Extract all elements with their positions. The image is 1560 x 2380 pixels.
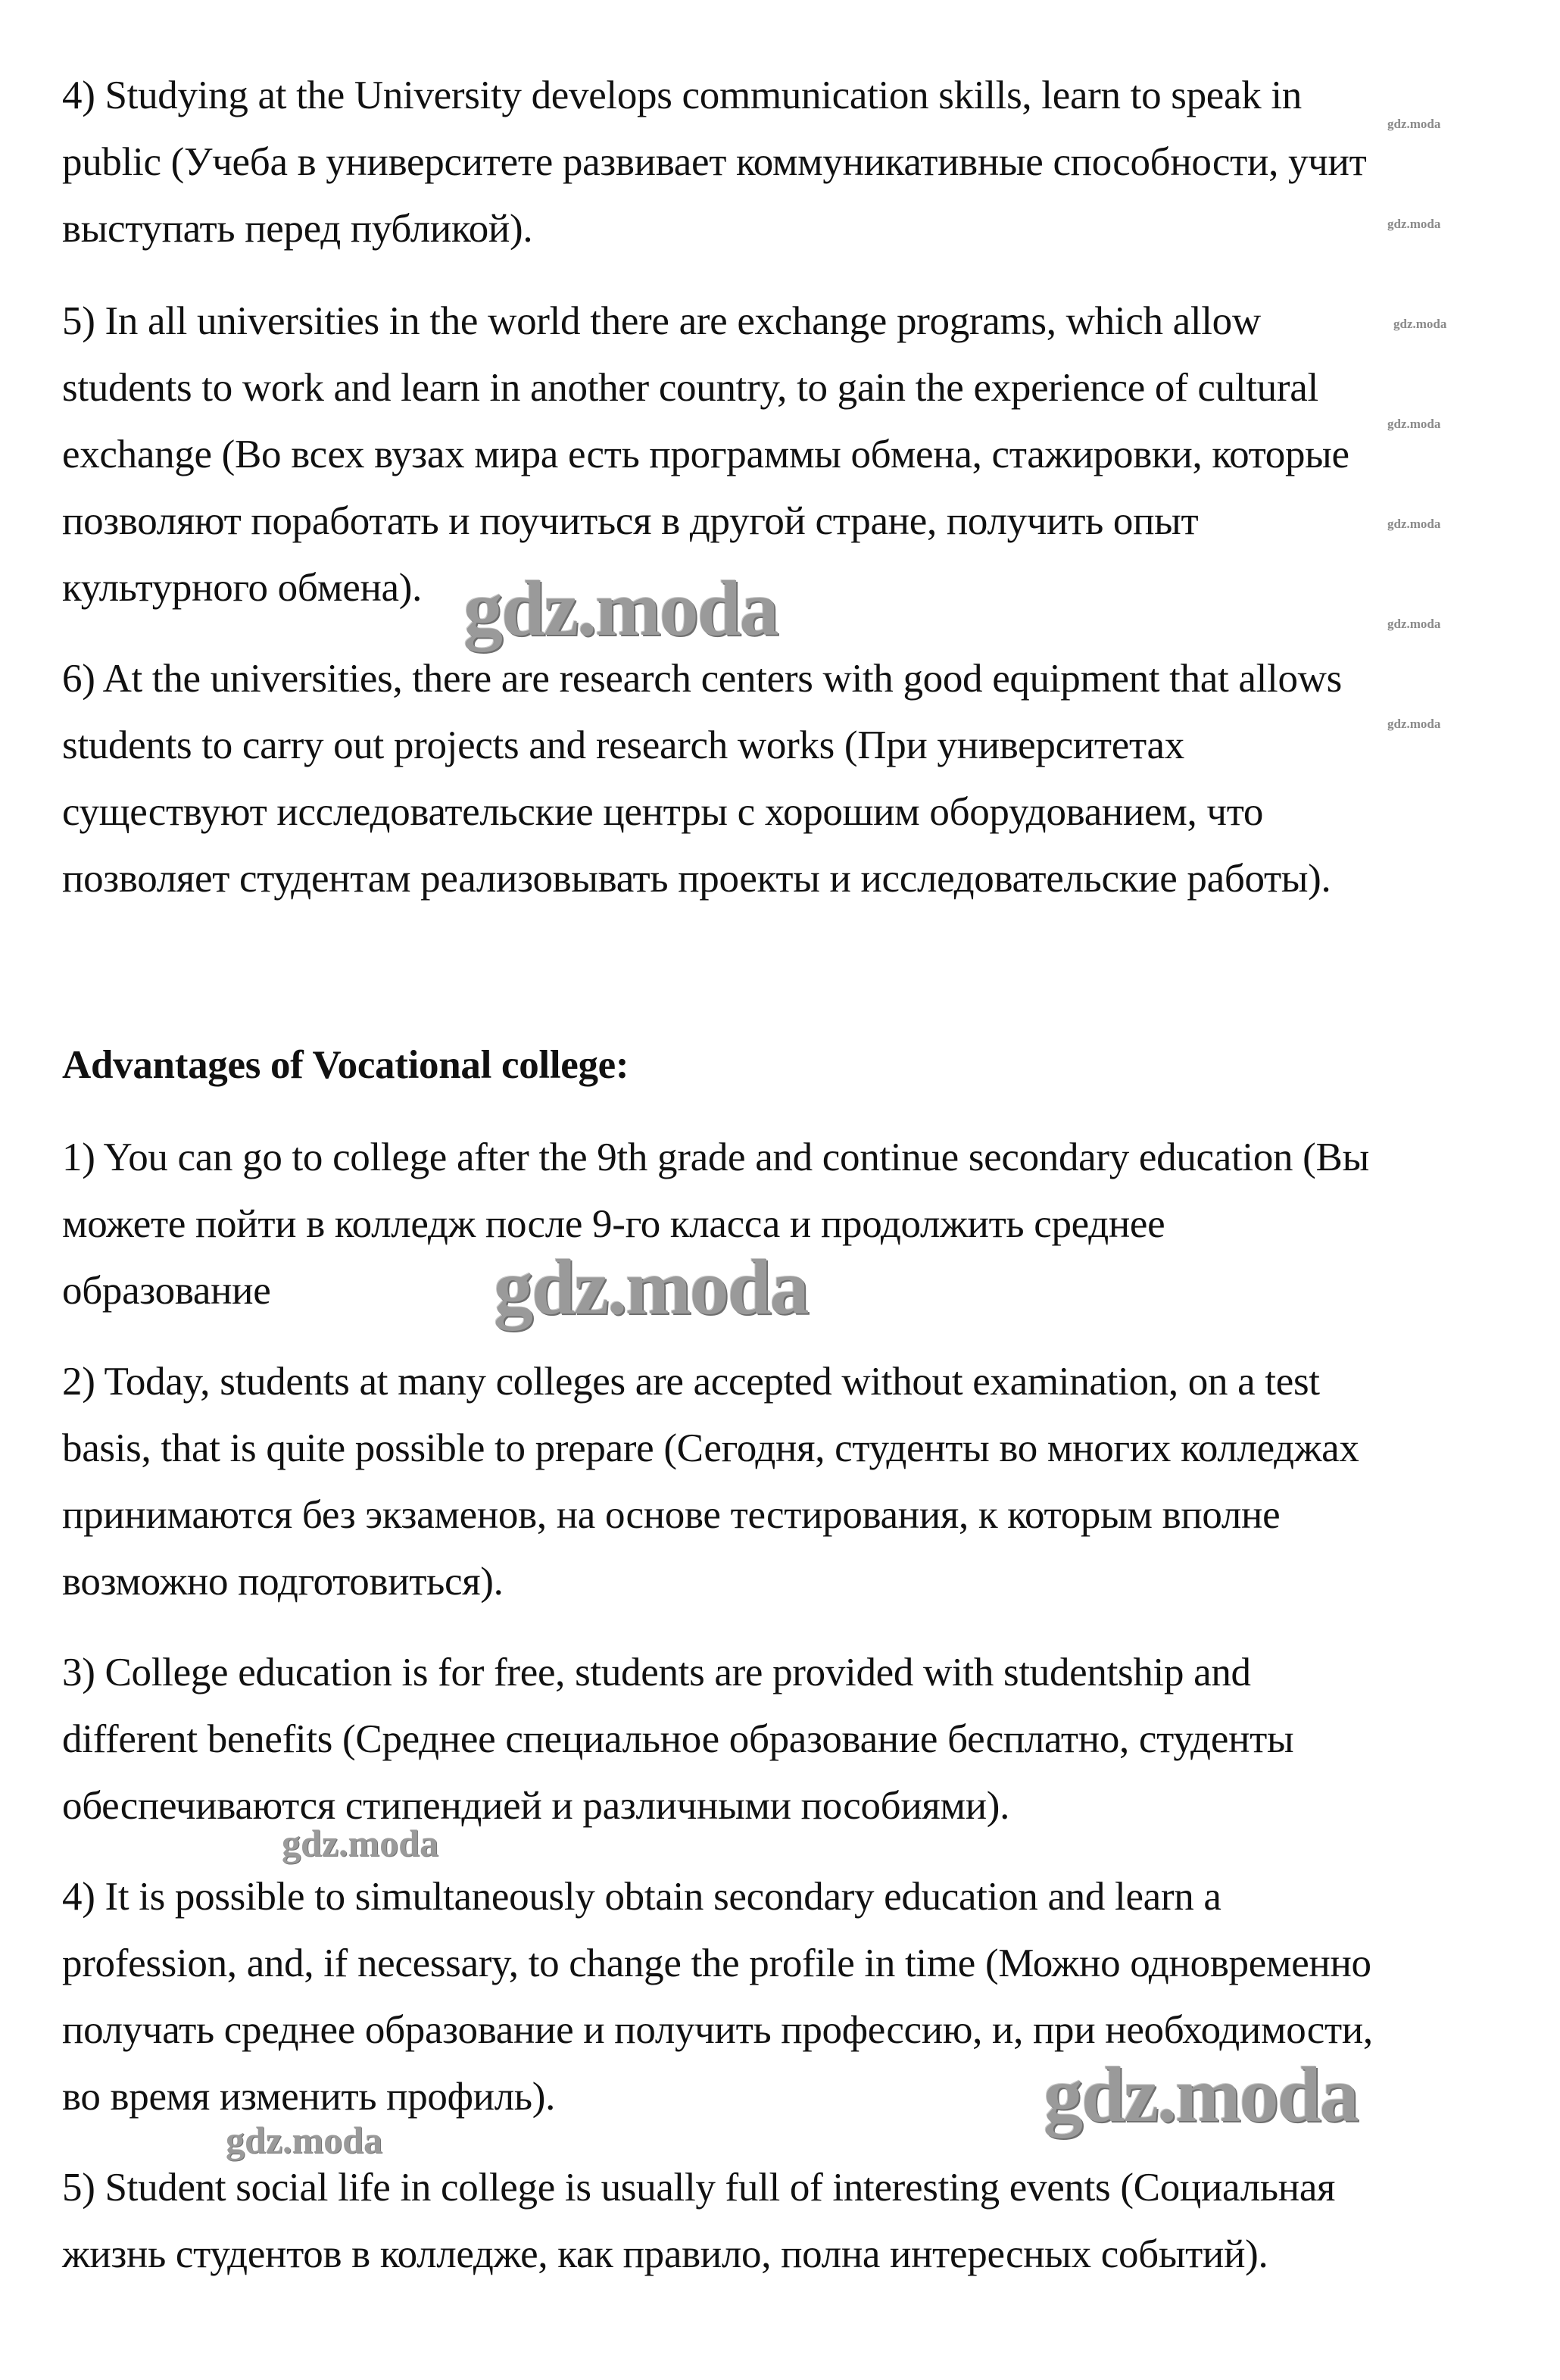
college-item-2-line-4: возможно подготовиться). [62, 1560, 504, 1604]
university-item-5-line-2: students to work and learn in another country, to gain the experience of cultural [62, 366, 1318, 410]
college-item-2-line-2: basis, that is quite possible to prepare (Сегодня, студенты во многих колледжах [62, 1426, 1359, 1470]
college-item-2-line-3: принимаются без экзаменов, на основе тестирования, к которым вполне [62, 1493, 1281, 1537]
college-item-3-line-1: 3) College education is for free, students are provided with studentship and [62, 1651, 1251, 1694]
university-item-5-line-3: exchange (Во всех вузах мира есть программы обмена, стажировки, которые [62, 433, 1349, 476]
college-item-3-line-2: different benefits (Среднее специальное образование бесплатно, студенты [62, 1717, 1294, 1761]
college-item-5-line-1: 5) Student social life in college is usually full of interesting events (Социальная [62, 2166, 1336, 2210]
watermark-small: gdz.moda [1387, 117, 1441, 131]
watermark-large: gdz.moda [1044, 2051, 1358, 2138]
watermark-small: gdz.moda [1387, 617, 1441, 631]
college-item-5-line-2: жизнь студентов в колледже, как правило, полна интересных событий). [62, 2232, 1268, 2276]
watermark-large: gdz.moda [463, 565, 778, 652]
college-section-heading: Advantages of Vocational college: [62, 1043, 629, 1087]
college-item-1-line-2: можете пойти в колледж после 9-го класса и продолжить среднее [62, 1202, 1165, 1246]
watermark-small: gdz.moda [1387, 217, 1441, 231]
watermark-small: gdz.moda [1387, 417, 1441, 431]
university-item-6-line-3: существуют исследовательские центры с хорошим оборудованием, что [62, 790, 1264, 834]
university-item-4-line-1: 4) Studying at the University develops communication skills, learn to speak in [62, 73, 1302, 117]
university-item-6-line-2: students to carry out projects and research works (При университетах [62, 723, 1184, 767]
watermark-large: gdz.moda [494, 1244, 808, 1331]
watermark-medium: gdz.moda [226, 2119, 382, 2161]
watermark-small: gdz.moda [1393, 317, 1447, 331]
university-item-4-line-3: выступать перед публикой). [62, 207, 533, 251]
college-item-4-line-4: во время изменить профиль). [62, 2075, 556, 2119]
university-item-5-line-1: 5) In all universities in the world there are exchange programs, which allow [62, 299, 1261, 343]
university-item-5-line-4: позволяют поработать и поучиться в другой стране, получить опыт [62, 499, 1199, 543]
watermark-small: gdz.moda [1387, 717, 1441, 731]
watermark-small: gdz.moda [1387, 517, 1441, 531]
college-item-4-line-1: 4) It is possible to simultaneously obtain secondary education and learn a [62, 1875, 1221, 1919]
college-item-3-line-3: обеспечиваются стипендией и различными пособиями). [62, 1784, 1010, 1828]
college-item-4-line-3: получать среднее образование и получить профессию, и, при необходимости, [62, 2008, 1373, 2052]
university-item-6-line-1: 6) At the universities, there are research centers with good equipment that allows [62, 657, 1342, 701]
university-item-4-line-2: public (Учеба в университете развивает коммуникативные способности, учит [62, 140, 1367, 184]
college-item-1-line-3: образование [62, 1269, 271, 1313]
watermark-medium: gdz.moda [282, 1822, 438, 1864]
university-item-6-line-4: позволяет студентам реализовывать проекты и исследовательские работы). [62, 857, 1331, 901]
university-item-5-line-5: культурного обмена). [62, 566, 423, 610]
college-item-1-line-1: 1) You can go to college after the 9th grade and continue secondary education (Вы [62, 1135, 1369, 1179]
college-item-2-line-1: 2) Today, students at many colleges are accepted without examination, on a test [62, 1360, 1320, 1404]
college-item-4-line-2: profession, and, if necessary, to change the profile in time (Можно одновременно [62, 1941, 1371, 1985]
